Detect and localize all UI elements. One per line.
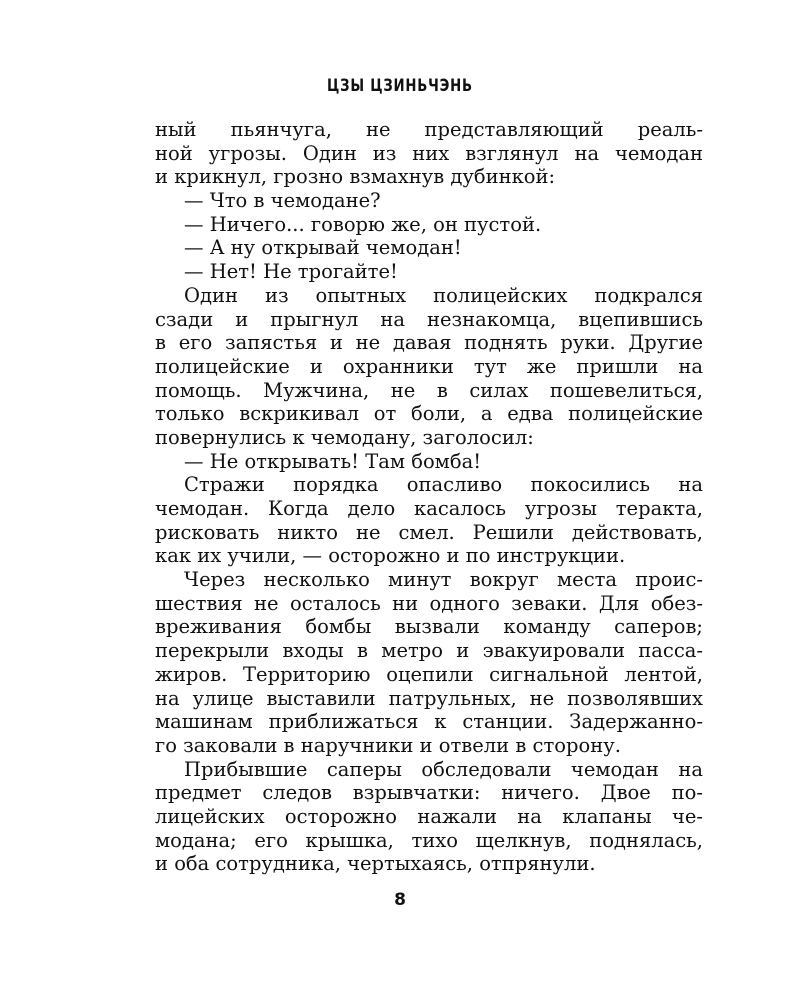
dialogue-line: — Нет! Не трогайте!	[184, 260, 398, 284]
text-line: предмет следов взрывчатки: ничего. Двое по-	[155, 781, 703, 805]
text-line: модана; его крышка, тихо щелкнув, поднялась,	[155, 828, 703, 852]
dialogue-line: — Не открывать! Там бомба!	[184, 449, 482, 473]
dialogue-line: — Ничего... говорю же, он пустой.	[184, 212, 542, 236]
dialogue-line: — Что в чемодане?	[184, 189, 381, 213]
body-text	[155, 118, 703, 876]
text-line: на улице выставили патрульных, не позволявших	[155, 686, 703, 710]
text-line: жиров. Территорию оцепили сигнальной лентой,	[155, 662, 703, 686]
text-line: только вскрикивал от боли, а едва полицейские	[155, 402, 703, 426]
text-line: чемодан. Когда дело касалось угрозы теракта,	[155, 497, 703, 520]
text-line: как их учили, — осторожно и по инструкции.	[155, 544, 626, 568]
dialogue-line: — А ну открывай чемодан!	[184, 236, 462, 260]
text-line: и крикнул, грозно взмахнув дубинкой:	[155, 165, 556, 189]
text-line: машинам приближаться к станции. Задержанно-	[155, 710, 703, 734]
text-line: Через несколько минут вокруг места проис-	[184, 568, 703, 592]
text-line: ной угрозы. Один из них взглянул на чемодан	[155, 141, 703, 165]
text-line: сзади и прыгнул на незнакомца, вцепившись	[155, 307, 703, 331]
text-line: и оба сотрудника, чертыхаясь, отпрянули.	[155, 852, 596, 876]
text-line: помощь. Мужчина, не в силах пошевелиться,	[155, 378, 703, 402]
page-number: 8	[394, 890, 406, 910]
text-line: вреживания бомбы вызвали команду саперов;	[155, 615, 703, 639]
text-line: Стражи порядка опасливо покосились на	[184, 473, 703, 497]
text-line: лицейских осторожно нажали на клапаны че-	[155, 804, 703, 828]
text-line: Один из опытных полицейских подкрался	[184, 283, 703, 307]
text-line: Прибывшие саперы обследовали чемодан на	[184, 757, 703, 781]
text-line: в его запястья и не давая поднять руки. Другие	[155, 331, 703, 355]
text-line: перекрыли входы в метро и эвакуировали пасса-	[155, 639, 703, 663]
text-line: повернулись к чемодану, заголосил:	[155, 425, 534, 449]
text-line: ный пьянчуга, не представляющий реаль-	[155, 118, 703, 141]
text-line: го заковали в наручники и отвели в сторону.	[155, 733, 621, 757]
text-line: шествия не осталось ни одного зеваки. Для обез-	[155, 591, 703, 615]
text-line: полицейские и охранники тут же пришли на	[155, 354, 703, 378]
text-line: рисковать никто не смел. Решили действовать,	[155, 520, 703, 544]
running-head: ЦЗЫ ЦЗИНЬЧЭНЬ	[327, 76, 473, 96]
